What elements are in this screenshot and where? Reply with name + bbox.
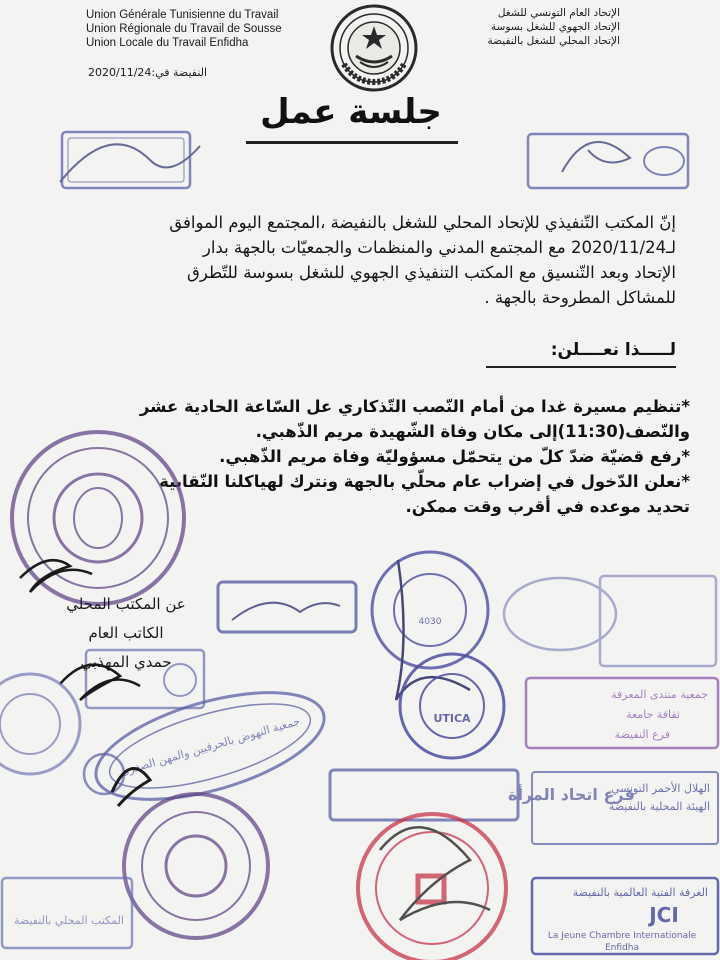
stamp-women-union bbox=[330, 770, 635, 820]
stamp-utica bbox=[400, 654, 504, 758]
signature-office: عن المكتب المحلي bbox=[66, 595, 186, 613]
signature-role: الكاتب العام bbox=[88, 624, 164, 642]
stamp-red-round bbox=[358, 814, 506, 960]
stamp-crescent-line1: الهلال الأحمر التونسي bbox=[610, 782, 710, 795]
stamp-local-office-round bbox=[124, 794, 268, 938]
stamp-jci-fr-line2: Enfidha bbox=[605, 943, 639, 953]
stamp-top-left bbox=[60, 132, 200, 188]
stamp-crescent-line2: الهيئة المحلية بالنفيضة bbox=[608, 800, 710, 813]
body-line3: الإتحاد وبعد التّنسيق مع المكتب التنفيذي الجهوي للشغل بسوسة للتّطرق bbox=[187, 263, 676, 282]
stamp-sports-association bbox=[372, 552, 488, 700]
date-line: النفيضة في:2020/11/24 bbox=[88, 66, 208, 79]
signature-name: حمدي المهذبي bbox=[80, 653, 172, 671]
header-fr-line3: Union Locale du Travail Enfidha bbox=[86, 37, 249, 49]
stamp-craftsmen-label: جمعية النهوض بالحرفيين والمهن الصغرى bbox=[118, 714, 302, 779]
resolution-line3: *رفع قضيّة ضدّ كلّ من يتحمّل مسؤوليّة وفاة مريم الذّهبي. bbox=[219, 447, 690, 466]
stamp-red-crescent bbox=[532, 772, 718, 844]
stamp-club-line2: ثقافة جامعة bbox=[626, 708, 680, 721]
stamp-jci bbox=[532, 878, 718, 954]
resolution-line1: *تنظيم مسيرة غدا من أمام النّصب التّذكاري عل السّاعة الحادية عشر bbox=[139, 397, 690, 416]
body-line2: لـ2020/11/24 مع المجتمع المدني والمنظمات والجمعيّات بالجهة بدار bbox=[202, 238, 676, 257]
header-ar-line3: الإتحاد المحلي للشغل بالنفيضة bbox=[487, 35, 620, 47]
header-ar-line2: الإتحاد الجهوي للشغل بسوسة bbox=[490, 21, 620, 33]
stamp-jci-fr-line1: La Jeune Chambre Internationale bbox=[547, 931, 697, 941]
stamp-jci-arabic: الغرفة الفتية العالمية بالنفيضة bbox=[572, 886, 708, 899]
signature-block bbox=[36, 590, 216, 677]
header-fr-line1: Union Générale Tunisienne du Travail bbox=[86, 9, 279, 21]
stamp-youth-association bbox=[218, 582, 356, 632]
stamp-club-line3: فرع النفيضة bbox=[614, 728, 670, 741]
resolution-line4: *نعلن الدّخول في إضراب عام محلّي بالجهة ونترك لهياكلنا النّقابية bbox=[159, 472, 690, 491]
signature-scribble-1 bbox=[20, 560, 92, 592]
stamp-left-round bbox=[0, 674, 80, 774]
resolution-line5: تحديد موعده في أقرب وقت ممكن. bbox=[405, 497, 690, 516]
stamp-local-office-right bbox=[504, 576, 716, 666]
stamp-bottom-left bbox=[2, 878, 132, 948]
stamp-women-label: فرع اتحاد المرأة bbox=[508, 785, 635, 804]
stamp-jci-label: JCI bbox=[649, 903, 679, 927]
stamp-top-right bbox=[528, 134, 688, 188]
header-fr-line2: Union Régionale du Travail de Sousse bbox=[86, 23, 282, 35]
stamp-bottom-left-label: المكتب المحلي بالنفيضة bbox=[13, 914, 124, 927]
stamp-craftsmen-round bbox=[12, 432, 184, 604]
stamp-utica-label: UTICA bbox=[433, 712, 471, 725]
announcement-heading: لـــــذا نعــــلن: bbox=[550, 340, 676, 360]
page-title: جلسة عمل bbox=[260, 92, 442, 132]
body-line1: إنّ المكتب التّنفيذي للإتحاد المحلي للشغل بالنفيضة ،المجتمع اليوم الموافق bbox=[169, 213, 676, 232]
stamp-craftsmen-oval bbox=[84, 671, 335, 821]
stamp-knowledge-club bbox=[526, 678, 718, 748]
header-ar-line1: الإتحاد العام التونسي للشغل bbox=[497, 7, 620, 19]
body-line4: للمشاكل المطروحة بالجهة . bbox=[484, 288, 676, 307]
stamp-postcode: 4030 bbox=[418, 617, 442, 627]
resolution-line2: والنّصف(11:30)إلى مكان وفاة الشّهيدة مريم الذّهبي. bbox=[255, 422, 690, 441]
stamp-club-line1: جمعية منتدى المعرفة bbox=[611, 688, 708, 701]
